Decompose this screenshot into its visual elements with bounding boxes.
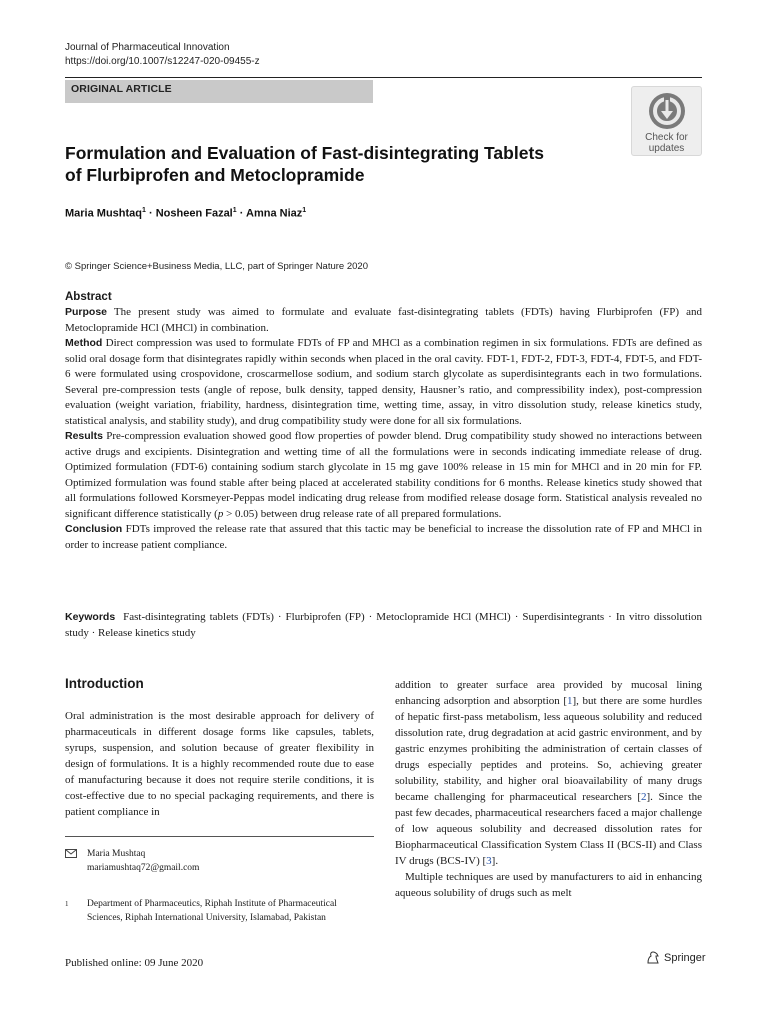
- article-type-banner: ORIGINAL ARTICLE: [65, 80, 373, 103]
- author-separator: ·: [148, 207, 153, 220]
- doi-link[interactable]: https://doi.org/10.1007/s12247-020-09455-z: [65, 56, 260, 67]
- p-value-symbol: p: [217, 507, 224, 520]
- abstract-purpose: [65, 305, 702, 336]
- footnote-rule: [65, 836, 374, 837]
- author-separator: ·: [239, 207, 244, 220]
- left-column: [65, 674, 374, 820]
- introduction-text-right: addition to greater surface area provided by mucosal lining enhancing adsorption and absorption [1], but there are some hurdles of hepatic first-pass metabolism, less aqueous solubility and reduced dissolution rate, drug degradation at acid gastric environment, and by gastric enzymes prohibiting the administration of certain classes of drugs especially peptides and proteins. So, achieving greater solubility, stability, and higher oral bioavailability of many drugs became challenging for pharmaceutical researchers [2]. Since the past few decades, pharmaceutical researchers faced a major challenge of low aqueous solubility and decreased dissolution rates for Biopharmaceutical Classification System Class II (BCS-II) and Class IV drugs (BCS-IV) [3].: [395, 679, 702, 867]
- introduction-text-left: Oral administration is the most desirable approach for delivery of pharmaceuticals in different dosage forms like capsules, tablets, syrups, suspension, and solution because of greater flexibility in design of formulations. It is a highly recommended route due to ease of manufacturing because it does not require sterile conditions, it is cost-effective due to no special packaging requirements, and there is patient compliance in: [65, 710, 374, 818]
- keywords-text: Fast-disintegrating tablets (FDTs) · Flurbiprofen (FP) · Metoclopramide HCl (MHCl) · Superdisintegrants · In vitro dissolution study · Release kinetics study: [65, 611, 703, 639]
- copyright-notice: © Springer Science+Business Media, LLC, part of Springer Nature 2020: [65, 261, 368, 272]
- affiliation-number: 1: [65, 900, 69, 908]
- abstract-method: [65, 336, 702, 429]
- right-column: [395, 677, 702, 901]
- author-name[interactable]: Nosheen Fazal: [155, 207, 233, 220]
- publisher-name: Springer: [664, 951, 706, 964]
- journal-header: [65, 41, 465, 69]
- check-for-updates-badge[interactable]: [631, 86, 702, 156]
- method-label: Method: [65, 337, 103, 349]
- citation-link[interactable]: 3: [486, 855, 492, 867]
- journal-name: Journal of Pharmaceutical Innovation: [65, 42, 230, 53]
- citation-link[interactable]: 1: [567, 695, 573, 707]
- abstract: [65, 289, 702, 553]
- conclusion-label: Conclusion: [65, 523, 123, 535]
- header-rule: [65, 77, 702, 78]
- introduction-paragraph-2: Multiple techniques are used by manufacturers to aid in enhancing aqueous solubility of drugs such as melt: [395, 871, 702, 899]
- envelope-icon: [65, 849, 77, 858]
- abstract-heading: Abstract: [65, 291, 112, 303]
- affiliation-footnote: [65, 898, 374, 925]
- keywords-label: Keywords: [65, 611, 116, 623]
- citation-link[interactable]: 2: [641, 791, 647, 803]
- results-text-end: > 0.05) between drug release rate of all prepared formulations.: [223, 507, 502, 520]
- conclusion-text: FDTs improved the release rate that assured that this tactic may be beneficial to increase the dissolution rate of FP and MHCl in order to increase patient compliance.: [65, 523, 702, 551]
- abstract-conclusion: [65, 522, 702, 553]
- article-title: Formulation and Evaluation of Fast-disintegrating Tablets of Flurbiprofen and Metoclopramide: [65, 143, 545, 185]
- purpose-label: Purpose: [65, 306, 108, 318]
- introduction-heading: Introduction: [65, 676, 144, 691]
- keywords: [65, 609, 702, 641]
- correspondence-name: Maria Mushtaq: [87, 849, 146, 859]
- published-date: Published online: 09 June 2020: [65, 957, 204, 969]
- check-for-updates-icon: [647, 91, 687, 131]
- method-text: Direct compression was used to formulate FDTs of FP and MHCl as a combination regimen in six formulations. FDTs are defined as solid oral dosage form that disintegrates rapidly within seconds when placed in the oral cavity. FDT-1, FDT-2, FDT-3, FDT-4, FDT-5, and FDT-6 were formulated using crospovidone, croscarmellose sodium, and sodium starch glycolate as superdisintegrants each in two formulations. Several pre-compression tests (angle of repose, bulk density, tapped density, Hausner’s ratio, and compressibility index), post-compression evaluation (weight variation, friability, hardness, disintegration time, wetting time, assay, in vitro dissolution study, release kinetics study, statistical analysis, and stability study), and drug compatibility study were done for all six formulations.: [65, 337, 702, 427]
- purpose-text: The present study was aimed to formulate and evaluate fast-disintegrating tablets (FDTs) having Flurbiprofen (FP) and Metoclopramide HCl (MHCl) in combination.: [65, 306, 702, 334]
- correspondence-footnote: [65, 848, 374, 875]
- author-affiliation-mark: 1: [142, 207, 146, 214]
- check-for-updates-label: Check for updates: [645, 132, 688, 154]
- abstract-results: [65, 429, 702, 522]
- author-name[interactable]: Maria Mushtaq: [65, 207, 143, 220]
- results-label: Results: [65, 430, 103, 442]
- author-affiliation-mark: 1: [302, 207, 307, 214]
- results-text: Pre-compression evaluation showed good flow properties of powder blend. Drug compatibility study showed no interactions between active drugs and excipients. Disintegration and wetting time of all the formulations were in seconds indicating immediate release of drug. Optimized formulation (FDT-6) containing sodium starch glycolate in 15 mg gave 100% release in 15 min for MHCl and in 20 min for FP. Optimized formulation was found stable after being placed at accelerated stability conditions for 6 months. Release kinetics study showed that all formulations followed Korsmeyer-Peppas model indicating drug release from modified release dosage form. Statistical analysis revealed no significant difference statistically (: [65, 430, 703, 520]
- author-name[interactable]: Amna Niaz: [246, 207, 303, 220]
- author-list: [65, 207, 306, 220]
- springer-horse-icon: [646, 951, 660, 964]
- affiliation-text: Department of Pharmaceutics, Riphah Institute of Pharmaceutical Sciences, Riphah International University, Islamabad, Pakistan: [87, 899, 337, 923]
- author-affiliation-mark: 1: [232, 207, 237, 214]
- correspondence-email[interactable]: mariamushtaq72@gmail.com: [87, 862, 200, 873]
- springer-logo: [646, 951, 706, 964]
